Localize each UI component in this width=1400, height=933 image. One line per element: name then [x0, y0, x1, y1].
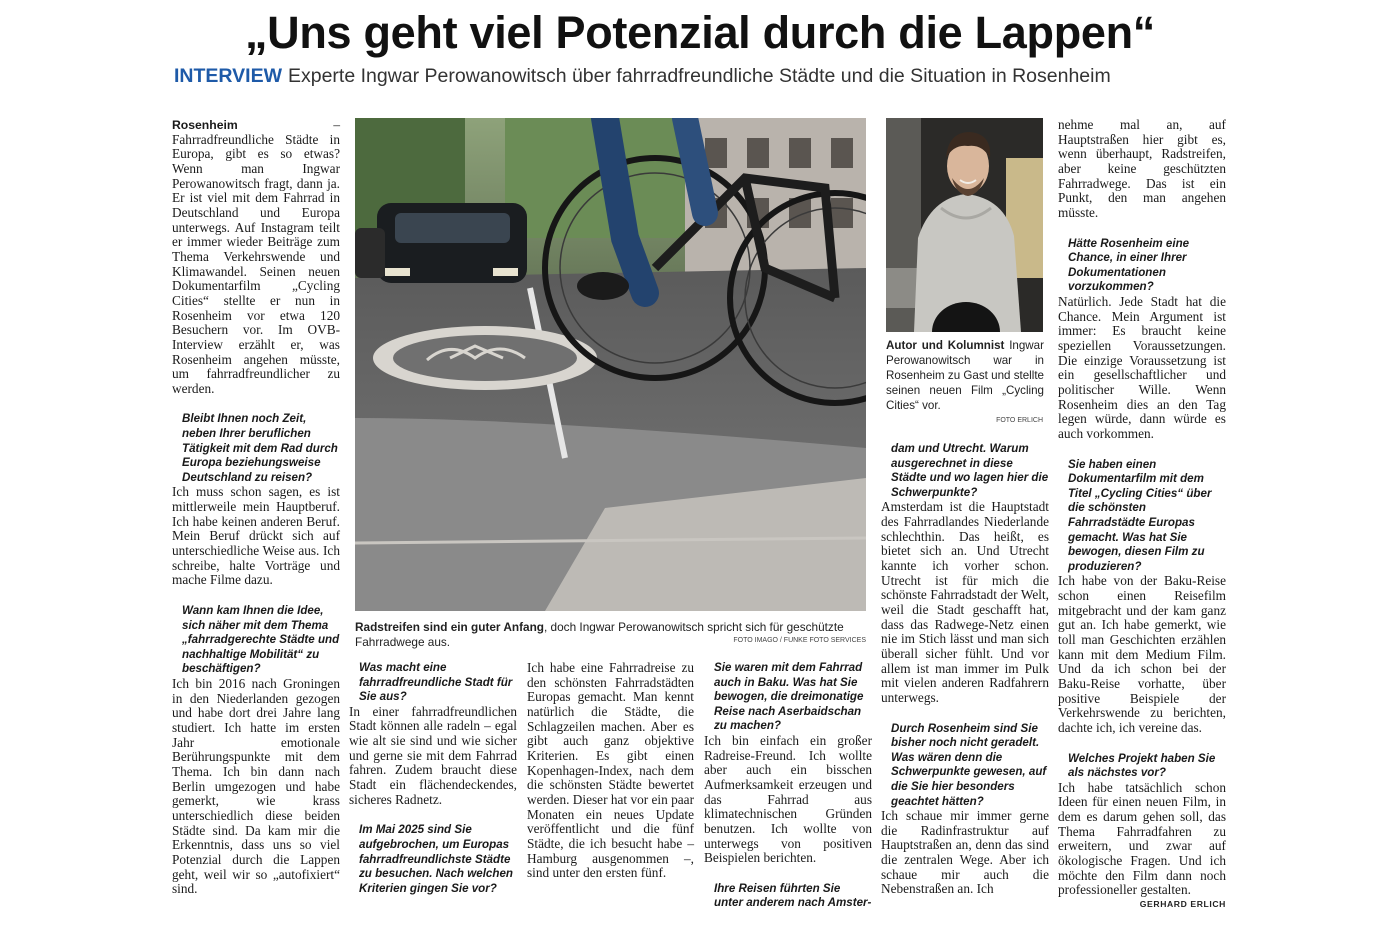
headline: „Uns geht viel Potenzial durch die Lappen“	[244, 7, 1156, 58]
interview-answer: Ich bin einfach ein großer Radreise-Freund. Ich wollte aber auch ein bisschen Aufmerksamkeit erzeugen und das Fahrrad aus klimatechnischen Gründen benutzen. Ich wollte von unterwegs von positiven Beispielen berichten.	[704, 732, 872, 866]
photo-cyclist-on-bike-lane	[355, 118, 866, 611]
interview-answer: In einer fahrradfreundlichen Stadt können alle radeln – egal wie alt sie sind und wie sicher und gerne sie mit dem Fahrrad fahren. Zudem braucht diese Stadt ein flächendeckendes, sicheres Radnetz.	[349, 703, 517, 807]
interview-question: Wann kam Ihnen die Idee, sich näher mit dem Thema „fahrradgerechte Städte und nachhaltige Mobilität“ zu beschäftigen?	[182, 604, 340, 676]
photo-credit-portrait: FOTO ERLICH	[996, 417, 1043, 424]
caption-bold: Autor und Kolumnist	[886, 339, 1005, 352]
interview-question: Sie waren mit dem Fahrrad auch in Baku. Was hat Sie bewogen, die dreimonatige Reise nach Aserbaidschan zu machen?	[714, 661, 864, 733]
dateline: Rosenheim	[172, 118, 238, 132]
intro-text: – Fahrradfreundliche Städte in Europa, gibt es so etwas? Wenn man Ingwar Perowanowitsch fragt, dann ja. Er ist viel mit dem Fahrrad in Deutschland und Europa unterwegs. Auf Instagram teilt er immer wieder Beiträge zum Thema Verkehrswende und Klimawandel. Seinen neuen Dokumentarfilm „Cycling Cities“ stellte er nun in Rosenheim vor etwa 120 Besuchern vor. Im OVB-Interview erzählt er, was Rosenheim angehen müsste, um fahrradfreundlicher zu werden.	[172, 117, 340, 396]
interview-question: Welches Projekt haben Sie als nächstes vor?	[1068, 751, 1216, 780]
interview-question: dam und Utrecht. Warum ausgerechnet in diese Städte und wo lagen hier die Schwerpunkte?	[891, 442, 1049, 499]
caption-text: Ingwar Perowanowitsch war in Rosenheim zu Gast und stellte seinen neuen Film „Cycling Cities“ vor.	[886, 339, 1044, 412]
photo-caption-portrait	[886, 338, 1044, 413]
interview-question: Hätte Rosenheim eine Chance, in einer Ihrer Dokumentationen vorzukommen?	[1068, 236, 1190, 294]
interview-question: Was macht eine fahrradfreundliche Stadt für Sie aus?	[359, 661, 513, 704]
caption-text: , doch Ingwar Perowanowitsch spricht sich für geschützte Fahrradwege aus.	[355, 620, 844, 649]
intro-paragraph	[172, 118, 340, 396]
interview-answer: Ich habe tatsächlich schon Ideen für einen neuen Film, in dem es darum gehen soll, das Thema Fahrradfahren zu erweitern, und zwar auf ökologische Fragen. Und ich möchte den Film dann noch professioneller gestalten.	[1058, 779, 1226, 898]
photo-credit-main: FOTO IMAGO / FUNKE FOTO SERVICES	[733, 637, 866, 644]
interview-question: Bleibt Ihnen noch Zeit, neben Ihrer beruflichen Tätigkeit mit dem Rad durch Europa beziehungsweise Deutschland zu reisen?	[182, 412, 338, 484]
interview-answer: Natürlich. Jede Stadt hat die Chance. Mein Argument ist immer: Es braucht keine speziellen Voraussetzungen. Die einzige Voraussetzung ist ein gesellschaftlicher und politischer Wille. Wenn Rosenheim dies an den Tag legen würde, dann würde es auch vorkommen.	[1058, 293, 1226, 441]
kicker-interview: INTERVIEW	[174, 65, 282, 87]
interview-answer: nehme mal an, auf Hauptstraßen hier gibt es, wenn überhaupt, Radstreifen, aber keine geschützten Fahrradwege. Das ist ein Punkt, den man angehen müsste.	[1058, 117, 1226, 220]
article-column-4	[704, 661, 872, 911]
article-column-1	[172, 118, 340, 897]
article-column-2	[349, 661, 517, 896]
interview-question: Sie haben einen Dokumentarfilm mit dem Titel „Cycling Cities“ über die schönsten Fahrradstädte Europas gemacht. Was hat Sie bewogen, diesen Film zu produzieren?	[1068, 457, 1212, 573]
interview-answer: Ich muss schon sagen, es ist mittlerweile mein Hauptberuf. Ich habe keinen anderen Beruf. Mein Beruf drückt sich auf unterschiedliche Weise aus. Ich schreibe, halte Vorträge und mache Filme dazu.	[172, 484, 340, 588]
article-column-5	[881, 442, 1049, 897]
subline	[174, 64, 1234, 88]
author-byline: GERHARD ERLICH	[1139, 899, 1226, 909]
photo-portrait-perowanowitsch	[886, 118, 1043, 332]
interview-answer: Ich habe von der Baku-Reise schon einen Reisefilm mitgebracht und der kam ganz gut an. Ich habe gemerkt, wie toll man Geschichten erzählen kann mit dem Medium Film. Und da ich schon bei der Baku-Reise vorhatte, über positive Beispiele der Verkehrswende zu berichten, dachte ich, ich vereine das.	[1058, 573, 1226, 735]
article-column-6	[1058, 118, 1226, 898]
interview-answer: Ich bin 2016 nach Groningen in den Niederlanden gezogen und habe dort drei Jahre lang studiert. Ich hatte im ersten Jahr emotionale Berührungspunkte mit dem Thema. Ich bin dann nach Berlin umgezogen und habe gemerkt, wie krass unterschiedlich diese beiden Städte sind. Da kam mir die Erkenntnis, dass uns so viel Potenzial durch die Lappen geht, weil wir so „autofixiert“ sind.	[172, 676, 340, 897]
interview-answer: Ich habe eine Fahrradreise zu den schönsten Fahrradstädten Europas gemacht. Man kennt natürlich die Städte, die Schlagzeilen machen. Aber es gibt auch ganz objektive Kriterien. Es gibt einen Kopenhagen-Index, nach dem die schönsten Städte bewertet werden. Dieser hat vor ein paar Monaten ein neues Update veröffentlicht und die fünf Städte, die ich besucht habe – Hamburg ausgenommen –, sind unter den ersten fünf.	[527, 660, 694, 881]
interview-question: Ihre Reisen führten Sie unter anderem nach Amster-	[714, 881, 872, 910]
interview-answer: Amsterdam ist die Hauptstadt des Fahrradlandes Niederlande schlechthin. Das heißt, es bietet sich an. Und Utrecht kannte ich vorher schon. Utrecht ist für mich die schönste Fahrradstadt der Welt, weil die Stadt geschafft hat, dass das Radwege-Netz einen nie im Stich lässt und man sich überall sicher fühlt. Und vor allem ist man immer im Pulk mit vielen anderen Radfahrern unterwegs.	[881, 499, 1049, 705]
interview-question: Im Mai 2025 sind Sie aufgebrochen, um Europas fahrradfreundlichste Städte zu besuchen. Nach welchen Kriterien gingen Sie vor?	[359, 823, 513, 895]
caption-bold: Radstreifen sind ein guter Anfang	[355, 620, 544, 634]
article-column-3	[527, 661, 694, 881]
subline-text: Experte Ingwar Perowanowitsch über fahrradfreundliche Städte und die Situation in Rosenheim	[287, 65, 1111, 87]
interview-answer: Ich schaue mir immer gerne die Radinfrastruktur auf Hauptstraßen an, denn das sind die zentralen Wege. Aber ich schaue mir auch die Nebenstraßen an. Ich	[881, 808, 1049, 897]
interview-question: Durch Rosenheim sind Sie bisher noch nicht geradelt. Was wären denn die Schwerpunkte gewesen, auf die Sie hier besonders geachtet hätten?	[891, 721, 1047, 808]
